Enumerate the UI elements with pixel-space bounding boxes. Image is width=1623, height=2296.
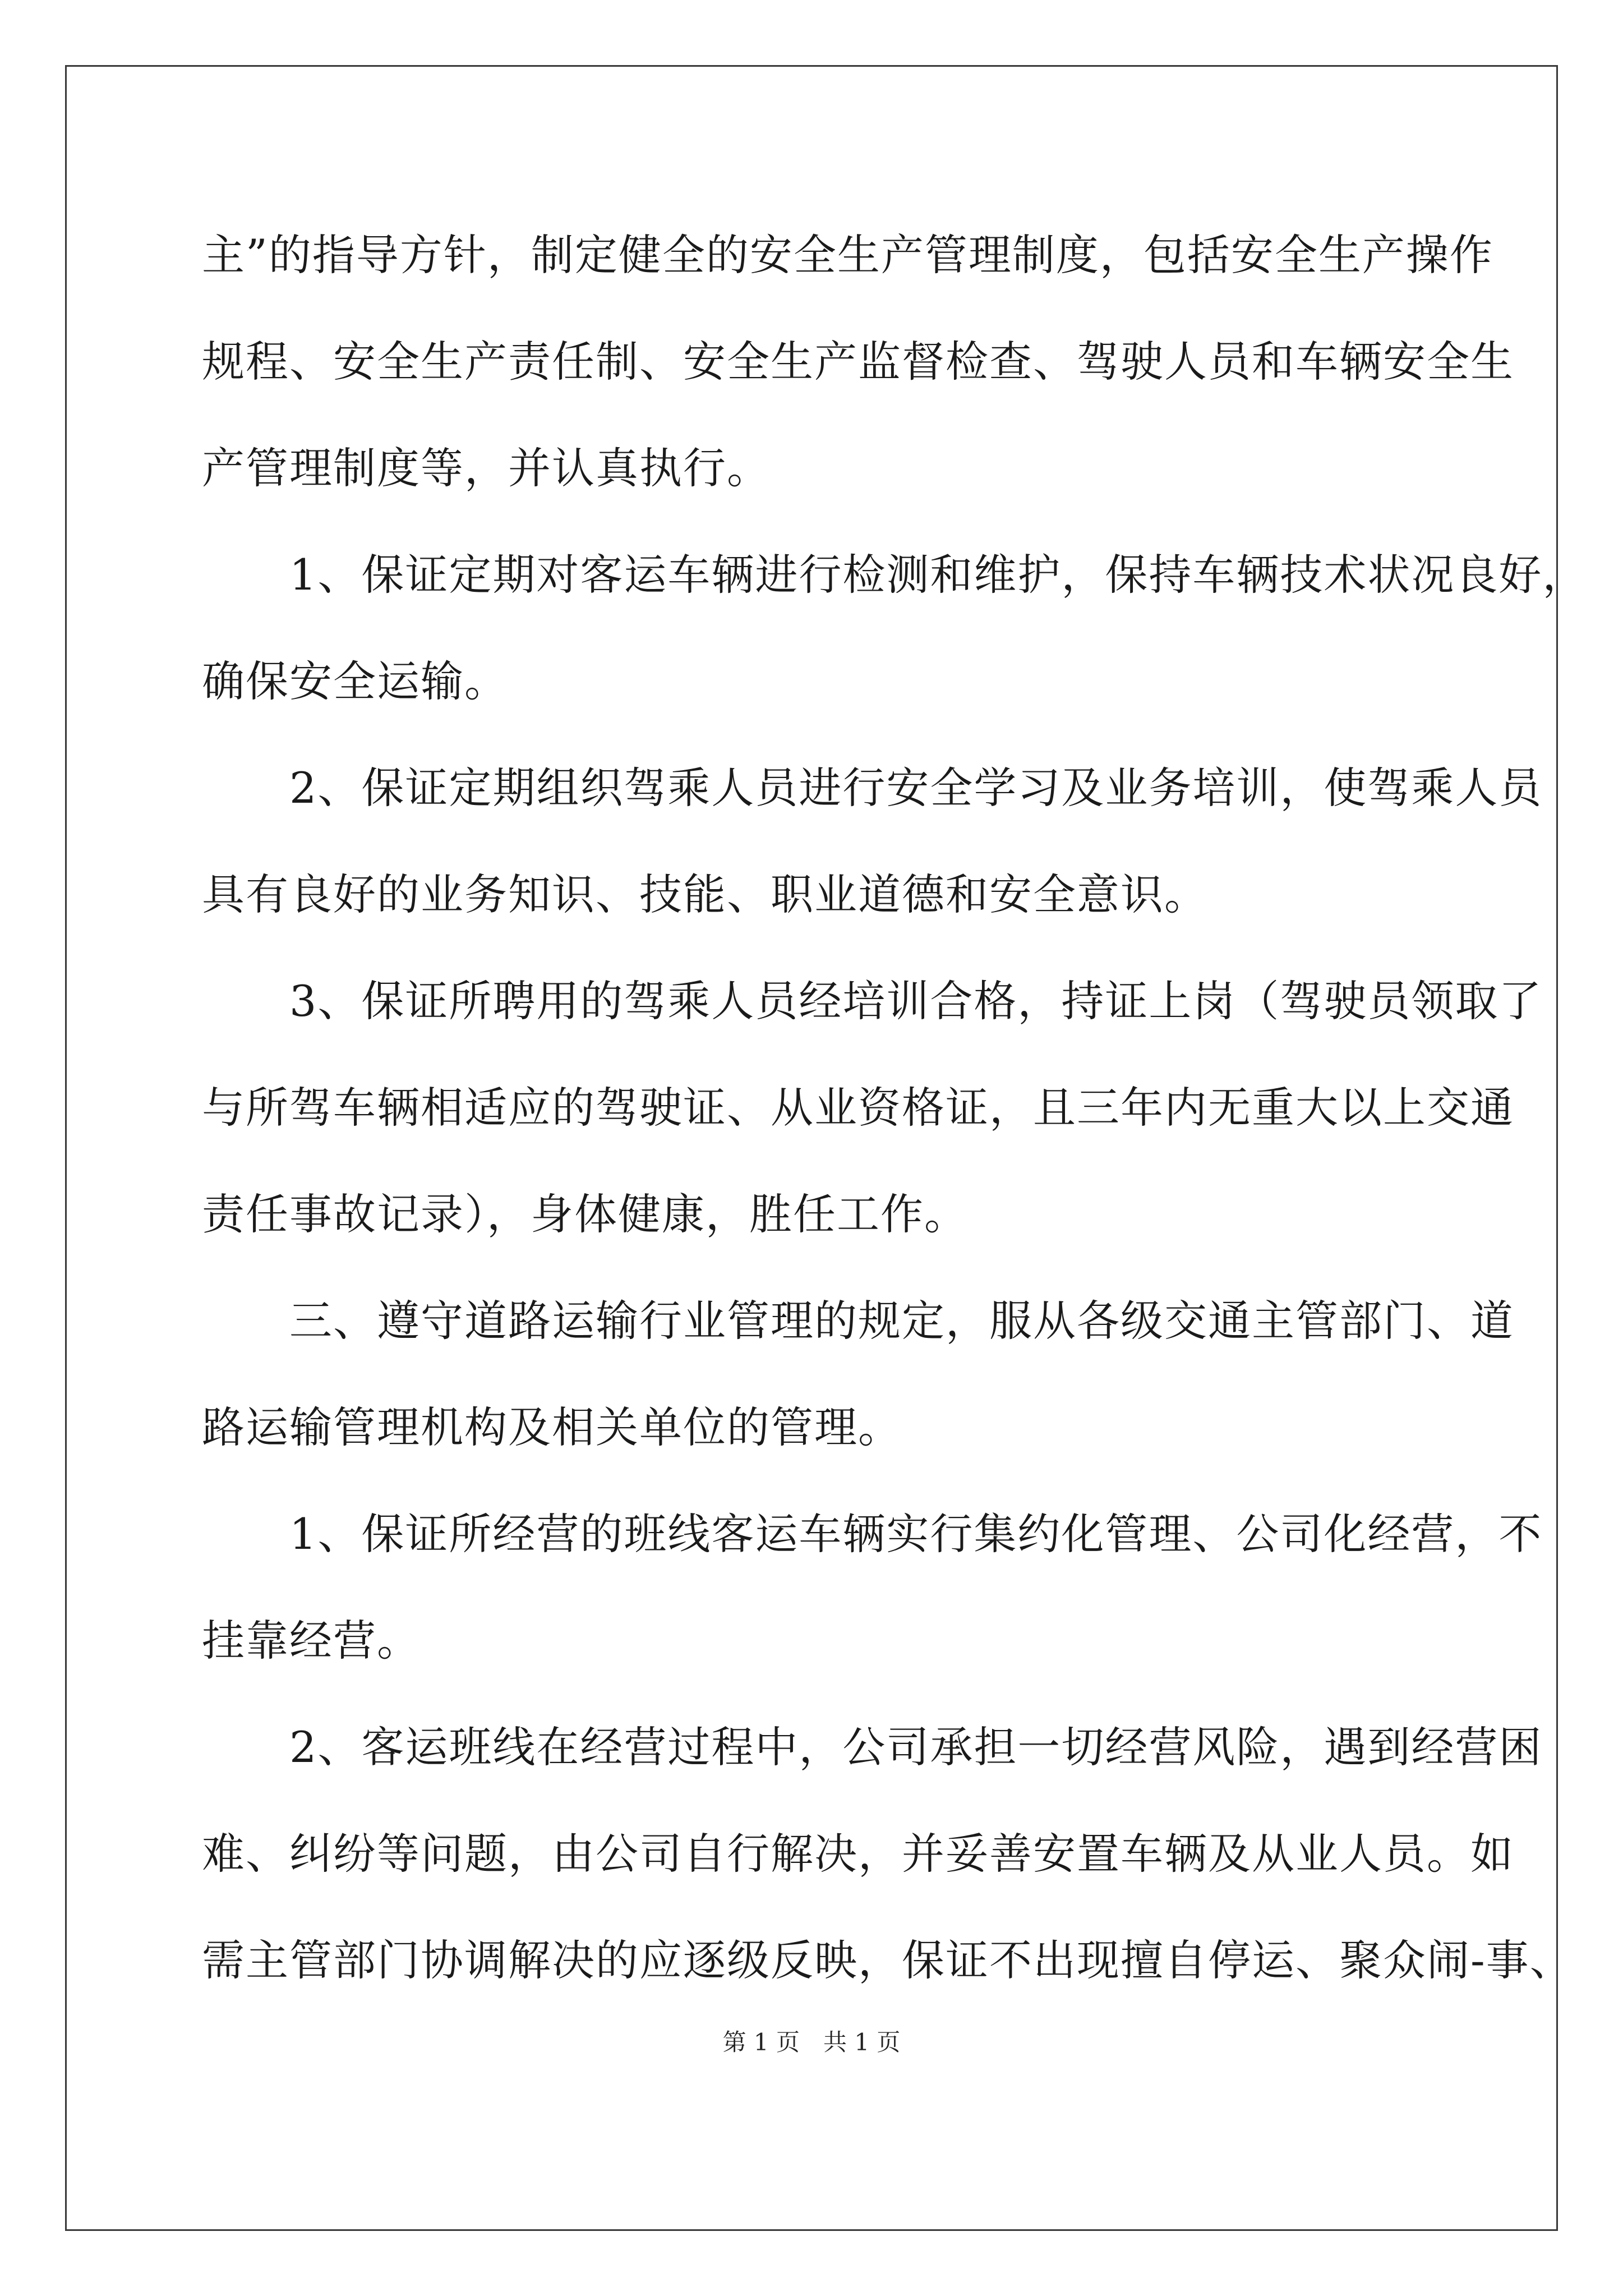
text-line: 确保安全运输。 xyxy=(202,656,508,706)
text-line: 难、纠纷等问题，由公司自行解决，并妥善安置车辆及从业人员。如 xyxy=(202,1829,1514,1879)
text-line: 2、保证定期组织驾乘人员进行安全学习及业务培训，使驾乘人员 xyxy=(202,763,1543,813)
text-line: 与所驾车辆相适应的驾驶证、从业资格证，且三年内无重大以上交通 xyxy=(202,1083,1514,1133)
text-line: 路运输管理机构及相关单位的管理。 xyxy=(202,1402,902,1452)
text-line: 主”的指导方针，制定健全的安全生产管理制度，包括安全生产操作 xyxy=(202,230,1493,280)
text-line: 规程、安全生产责任制、安全生产监督检查、驾驶人员和车辆安全生 xyxy=(202,337,1514,386)
text-line: 1、保证所经营的班线客运车辆实行集约化管理、公司化经营，不 xyxy=(202,1509,1543,1559)
text-line: 三、遵守道路运输行业管理的规定，服从各级交通主管部门、道 xyxy=(202,1296,1514,1346)
text-line: 2、客运班线在经营过程中，公司承担一切经营风险，遇到经营困 xyxy=(202,1722,1543,1772)
document-body xyxy=(202,202,1587,2014)
text-line: 3、保证所聘用的驾乘人员经培训合格，持证上岗（驾驶员领取了 xyxy=(202,976,1543,1026)
text-line: 产管理制度等，并认真执行。 xyxy=(202,443,771,493)
text-line: 具有良好的业务知识、技能、职业道德和安全意识。 xyxy=(202,869,1208,919)
text-line: 责任事故记录），身体健康，胜任工作。 xyxy=(202,1189,968,1239)
text-line: 挂靠经营。 xyxy=(202,1616,421,1665)
text-line: 1、保证定期对客运车辆进行检测和维护，保持车辆技术状况良好， xyxy=(202,550,1587,600)
page-number-footer: 第 1 页 共 1 页 xyxy=(722,2028,901,2056)
text-line: 需主管部门协调解决的应逐级反映，保证不出现擅自停运、聚众闹-事、 xyxy=(202,1935,1574,1985)
